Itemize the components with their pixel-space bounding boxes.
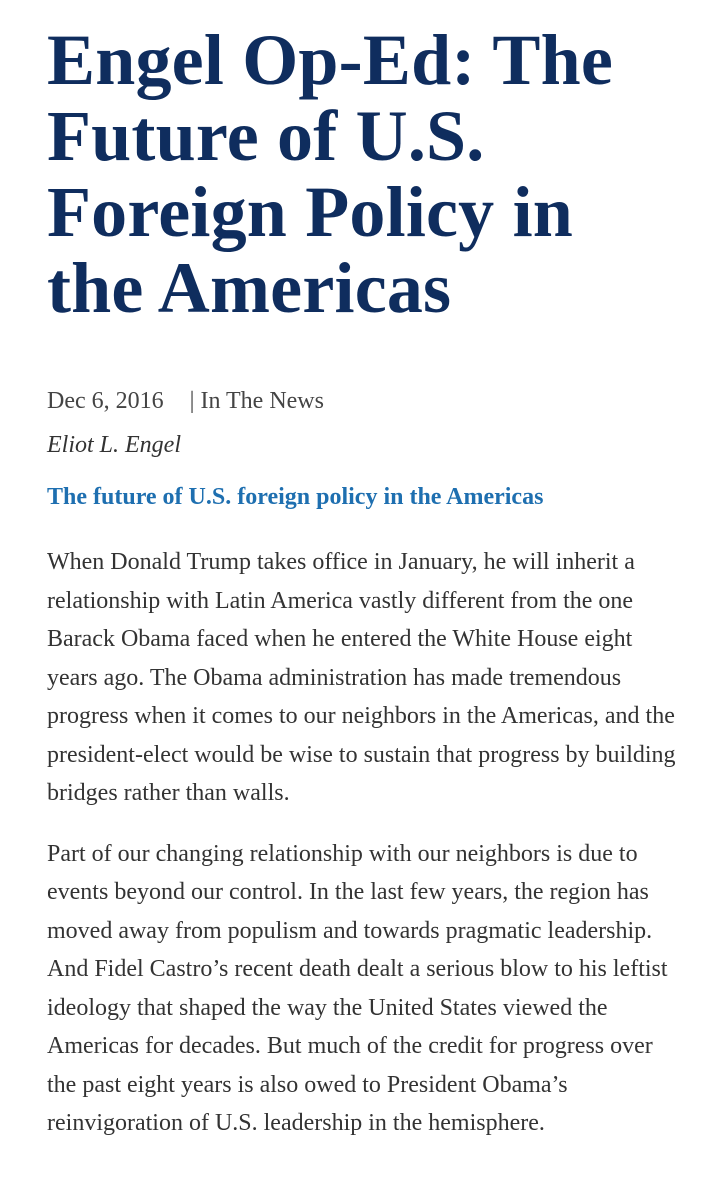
category-link[interactable]: | In The News — [189, 388, 324, 414]
article-meta — [47, 386, 685, 416]
author-name: Eliot L. Engel — [47, 432, 181, 458]
article-paragraph-1: When Donald Trump takes office in January, he will inherit a relationship with Latin America vastly different from the one Barack Obama faced when he entered the White House eight years ago. The Obama administration has made tremendous progress when it comes to our neighbors in the Americas, and the president-elect would be wise to sustain that progress by building bridges rather than walls. — [47, 549, 676, 806]
article-paragraph-2: Part of our changing relationship with our neighbors is due to events beyond our control. In the last few years, the region has moved away from populism and towards pragmatic leadership. And Fidel Castro’s recent death dealt a serious blow to his leftist ideology that shaped the way the United States viewed the Americas for decades. But much of the credit for progress over the past eight years is also owed to President Obama’s reinvigoration of U.S. leadership in the hemisphere. — [47, 840, 668, 1136]
article-headline: Engel Op-Ed: The Future of U.S. Foreign Policy in the Americas — [47, 20, 614, 328]
publish-date: Dec 6, 2016 — [47, 388, 164, 414]
article-subheading: The future of U.S. foreign policy in the Americas — [47, 484, 544, 510]
